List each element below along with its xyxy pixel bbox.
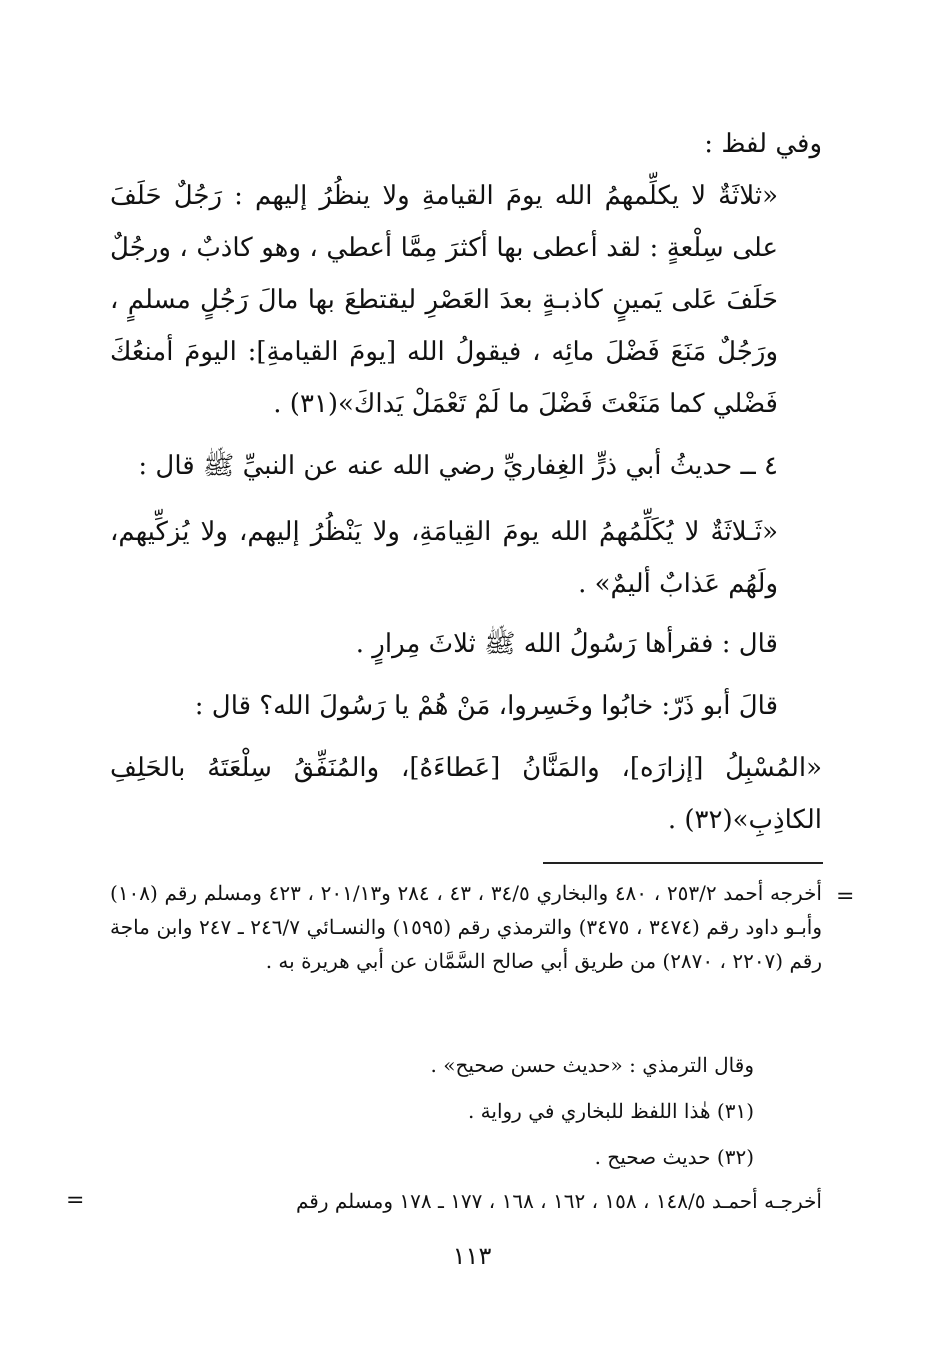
- question-line: قالَ أبو ذَرّ: خابُوا وخَسِروا، مَنْ هُمْ يا رَسُولَ الله؟ قال :: [194, 691, 778, 721]
- hadith-text-1-body: «ثلاثَةٌ لا يكلِّمهمُ الله يومَ القيامةِ ولا ينظُرُ إليهم : رَجُلٌ حَلَفَ على سِلْعةٍ : لقد أعطى بها أكثرَ مِمَّا أعطي ، وهو كاذبٌ ، ورجُلٌ حَلَفَ عَلى يَمينٍ كاذبـةٍ بعدَ العَصْرِ ليقتطعَ بها مالَ رَجُلٍ مسلمٍ ، ورَجُلٌ مَنَعَ فَضْلَ مائِه ، فيقولُ الله [يومَ القيامةِ]: اليومَ أمنعُكَ فَضْلي كما مَنَعْتَ فَضْلَ ما لَمْ تَعْمَلْ يَداكَ»(٣١) .: [110, 181, 778, 419]
- narration-line: قال : فقرأها رَسُولُ الله ﷺ ثلاثَ مِرارٍ .: [355, 629, 778, 659]
- page-number: ١١٣: [452, 1242, 492, 1270]
- hadith-text-2: «ثَـلاثَةٌ لا يُكَلِّمُهمُ الله يومَ القِيامَةِ، ولا يَنْظُرُ إليهم، ولا يُزكِّيهم، ولَهُم عَذابٌ أليمٌ» .: [110, 517, 778, 599]
- continuation-mark-top: =: [836, 884, 855, 909]
- hadith-text-1: [110, 170, 822, 430]
- footnote-31: (٣١) هٰذا اللفظ للبخاري في رواية .: [467, 1099, 754, 1123]
- paragraph-intro: وفي لفظ :: [704, 129, 822, 159]
- hadith-heading-4: ٤ ــ حديثُ أبي ذرٍّ الغِفاريِّ رضي الله عنه عن النبيِّ ﷺ قال :: [138, 451, 778, 481]
- footnote-reference-2: أخرجـه أحمـد ١٤٨/٥ ، ١٥٨ ، ١٦٢ ، ١٦٨ ، ١٧٧ ـ ١٧٨ ومسلم رقم: [295, 1189, 822, 1213]
- footnote-tirmidhi: وقال الترمذي : «حديث حسن صحيح» .: [430, 1053, 754, 1077]
- footnote-32: (٣٢) حديث صحيح .: [594, 1145, 754, 1169]
- footnote-separator: [543, 862, 823, 864]
- continuation-mark-bottom: =: [66, 1188, 85, 1213]
- footnote-reference-1: أخرجه أحمد ٢٥٣/٢ ، ٤٨٠ والبخاري ٣٤/٥ ، ٤٣ ، ٢٨٤ و٢٠١/١٣ ، ٤٢٣ ومسلم رقم (١٠٨) وأبـو داود رقم (٣٤٧٤ ، ٣٤٧٥) والترمذي رقم (١٥٩٥) والنسـائي ٢٤٦/٧ ـ ٢٤٧ وابن ماجة رقم (٢٢٠٧ ، ٢٨٧٠) من طريق أبي صالح السَّمَّان عن أبي هريرة به .: [110, 881, 823, 973]
- hadith-text-3: «المُسْبِلُ [إزارَه]، والمَنَّانُ [عَطاءَهُ]، والمُنَفِّقُ سِلْعَتَهُ بالحَلِفِ الكاذِبِ»(٣٢) .: [110, 753, 822, 835]
